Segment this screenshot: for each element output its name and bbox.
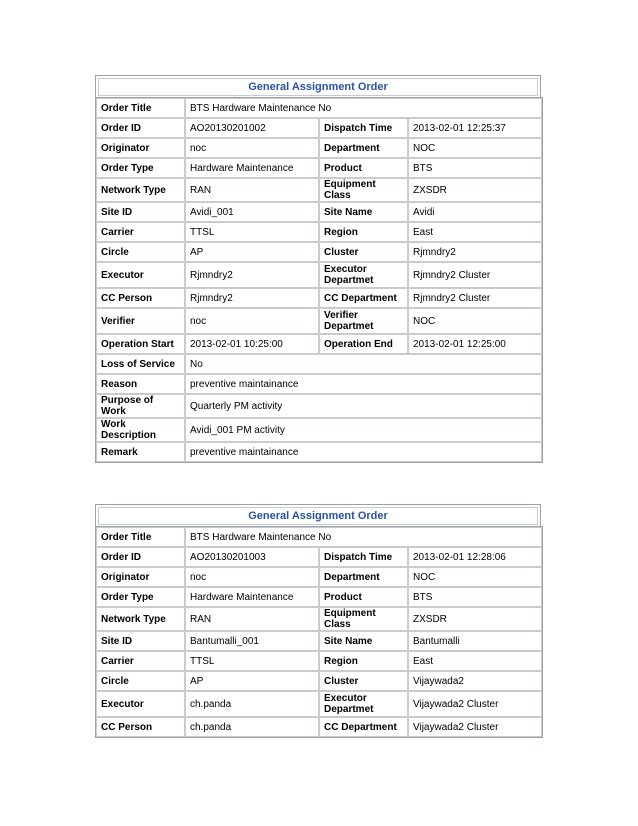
value-site-name: Avidi [408, 202, 542, 222]
label-product: Product [319, 587, 408, 607]
label-carrier: Carrier [96, 651, 185, 671]
label-cc-person: CC Person [96, 288, 185, 308]
value-executor-department: Vijaywada2 Cluster [408, 691, 542, 717]
label-circle: Circle [96, 242, 185, 262]
label-circle: Circle [96, 671, 185, 691]
value-loss-of-service: No [185, 354, 542, 374]
label-equipment-class: Equipment Class [319, 607, 408, 631]
label-network-type: Network Type [96, 607, 185, 631]
table-row [96, 354, 542, 374]
label-order-title: Order Title [96, 527, 185, 547]
value-order-type: Hardware Maintenance [185, 587, 319, 607]
value-product: BTS [408, 587, 542, 607]
label-site-id: Site ID [96, 202, 185, 222]
table-row [96, 222, 542, 242]
label-cluster: Cluster [319, 671, 408, 691]
value-order-id: AO20130201002 [185, 118, 319, 138]
value-purpose-of-work: Quarterly PM activity [185, 394, 542, 418]
label-order-type: Order Type [96, 587, 185, 607]
label-site-name: Site Name [319, 631, 408, 651]
value-cc-department: Vijaywada2 Cluster [408, 717, 542, 737]
table-row [96, 202, 542, 222]
order-heading: General Assignment Order [95, 75, 541, 97]
label-remark: Remark [96, 442, 185, 462]
value-order-title: BTS Hardware Maintenance No [185, 527, 542, 547]
table-row [96, 98, 542, 118]
label-site-id: Site ID [96, 631, 185, 651]
value-executor: Rjmndry2 [185, 262, 319, 288]
value-site-id: Bantumalli_001 [185, 631, 319, 651]
label-cc-department: CC Department [319, 717, 408, 737]
table-row [96, 651, 542, 671]
value-site-id: Avidi_001 [185, 202, 319, 222]
label-product: Product [319, 158, 408, 178]
value-circle: AP [185, 242, 319, 262]
table-row [96, 138, 542, 158]
order-heading: General Assignment Order [95, 504, 541, 526]
label-work-description: Work Description [96, 418, 185, 442]
label-network-type: Network Type [96, 178, 185, 202]
label-carrier: Carrier [96, 222, 185, 242]
value-cc-person: ch.panda [185, 717, 319, 737]
table-row [96, 118, 542, 138]
label-verifier: Verifier [96, 308, 185, 334]
label-operation-start: Operation Start [96, 334, 185, 354]
label-reason: Reason [96, 374, 185, 394]
label-executor-department: Executor Departmet [319, 262, 408, 288]
label-cc-person: CC Person [96, 717, 185, 737]
value-circle: AP [185, 671, 319, 691]
label-purpose-of-work: Purpose of Work [96, 394, 185, 418]
table-row [96, 691, 542, 717]
label-equipment-class: Equipment Class [319, 178, 408, 202]
value-verifier-department: NOC [408, 308, 542, 334]
value-executor: ch.panda [185, 691, 319, 717]
table-row [96, 671, 542, 691]
label-cluster: Cluster [319, 242, 408, 262]
value-network-type: RAN [185, 178, 319, 202]
value-carrier: TTSL [185, 222, 319, 242]
value-operation-end: 2013-02-01 12:25:00 [408, 334, 542, 354]
label-site-name: Site Name [319, 202, 408, 222]
value-order-id: AO20130201003 [185, 547, 319, 567]
label-region: Region [319, 222, 408, 242]
label-order-id: Order ID [96, 118, 185, 138]
value-cc-person: Rjmndry2 [185, 288, 319, 308]
value-site-name: Bantumalli [408, 631, 542, 651]
value-department: NOC [408, 567, 542, 587]
table-row [96, 374, 542, 394]
table-row [96, 242, 542, 262]
label-executor-department: Executor Departmet [319, 691, 408, 717]
table-row [96, 418, 542, 442]
value-reason: preventive maintainance [185, 374, 542, 394]
table-row [96, 308, 542, 334]
label-executor: Executor [96, 691, 185, 717]
value-network-type: RAN [185, 607, 319, 631]
assignment-order-2 [95, 504, 541, 738]
value-verifier: noc [185, 308, 319, 334]
value-remark: preventive maintainance [185, 442, 542, 462]
label-verifier-department: Verifier Departmet [319, 308, 408, 334]
table-row [96, 262, 542, 288]
label-region: Region [319, 651, 408, 671]
table-row [96, 178, 542, 202]
value-region: East [408, 222, 542, 242]
value-operation-start: 2013-02-01 10:25:00 [185, 334, 319, 354]
label-loss-of-service: Loss of Service [96, 354, 185, 374]
order-table [95, 526, 543, 738]
value-cc-department: Rjmndry2 Cluster [408, 288, 542, 308]
value-originator: noc [185, 138, 319, 158]
table-row [96, 607, 542, 631]
label-originator: Originator [96, 567, 185, 587]
label-originator: Originator [96, 138, 185, 158]
table-row [96, 288, 542, 308]
label-order-title: Order Title [96, 98, 185, 118]
table-row [96, 717, 542, 737]
label-executor: Executor [96, 262, 185, 288]
table-row [96, 547, 542, 567]
value-region: East [408, 651, 542, 671]
value-order-title: BTS Hardware Maintenance No [185, 98, 542, 118]
table-row [96, 334, 542, 354]
label-order-type: Order Type [96, 158, 185, 178]
assignment-order-1 [95, 75, 541, 463]
table-row [96, 158, 542, 178]
value-carrier: TTSL [185, 651, 319, 671]
value-product: BTS [408, 158, 542, 178]
value-executor-department: Rjmndry2 Cluster [408, 262, 542, 288]
table-row [96, 442, 542, 462]
table-row [96, 527, 542, 547]
label-order-id: Order ID [96, 547, 185, 567]
table-row [96, 631, 542, 651]
label-department: Department [319, 567, 408, 587]
value-work-description: Avidi_001 PM activity [185, 418, 542, 442]
value-department: NOC [408, 138, 542, 158]
order-table [95, 97, 543, 463]
table-row [96, 587, 542, 607]
value-equipment-class: ZXSDR [408, 607, 542, 631]
label-dispatch-time: Dispatch Time [319, 547, 408, 567]
table-row [96, 567, 542, 587]
table-row [96, 394, 542, 418]
value-dispatch-time: 2013-02-01 12:25:37 [408, 118, 542, 138]
value-dispatch-time: 2013-02-01 12:28:06 [408, 547, 542, 567]
label-dispatch-time: Dispatch Time [319, 118, 408, 138]
value-equipment-class: ZXSDR [408, 178, 542, 202]
value-originator: noc [185, 567, 319, 587]
value-cluster: Vijaywada2 [408, 671, 542, 691]
value-order-type: Hardware Maintenance [185, 158, 319, 178]
label-cc-department: CC Department [319, 288, 408, 308]
value-cluster: Rjmndry2 [408, 242, 542, 262]
label-department: Department [319, 138, 408, 158]
label-operation-end: Operation End [319, 334, 408, 354]
